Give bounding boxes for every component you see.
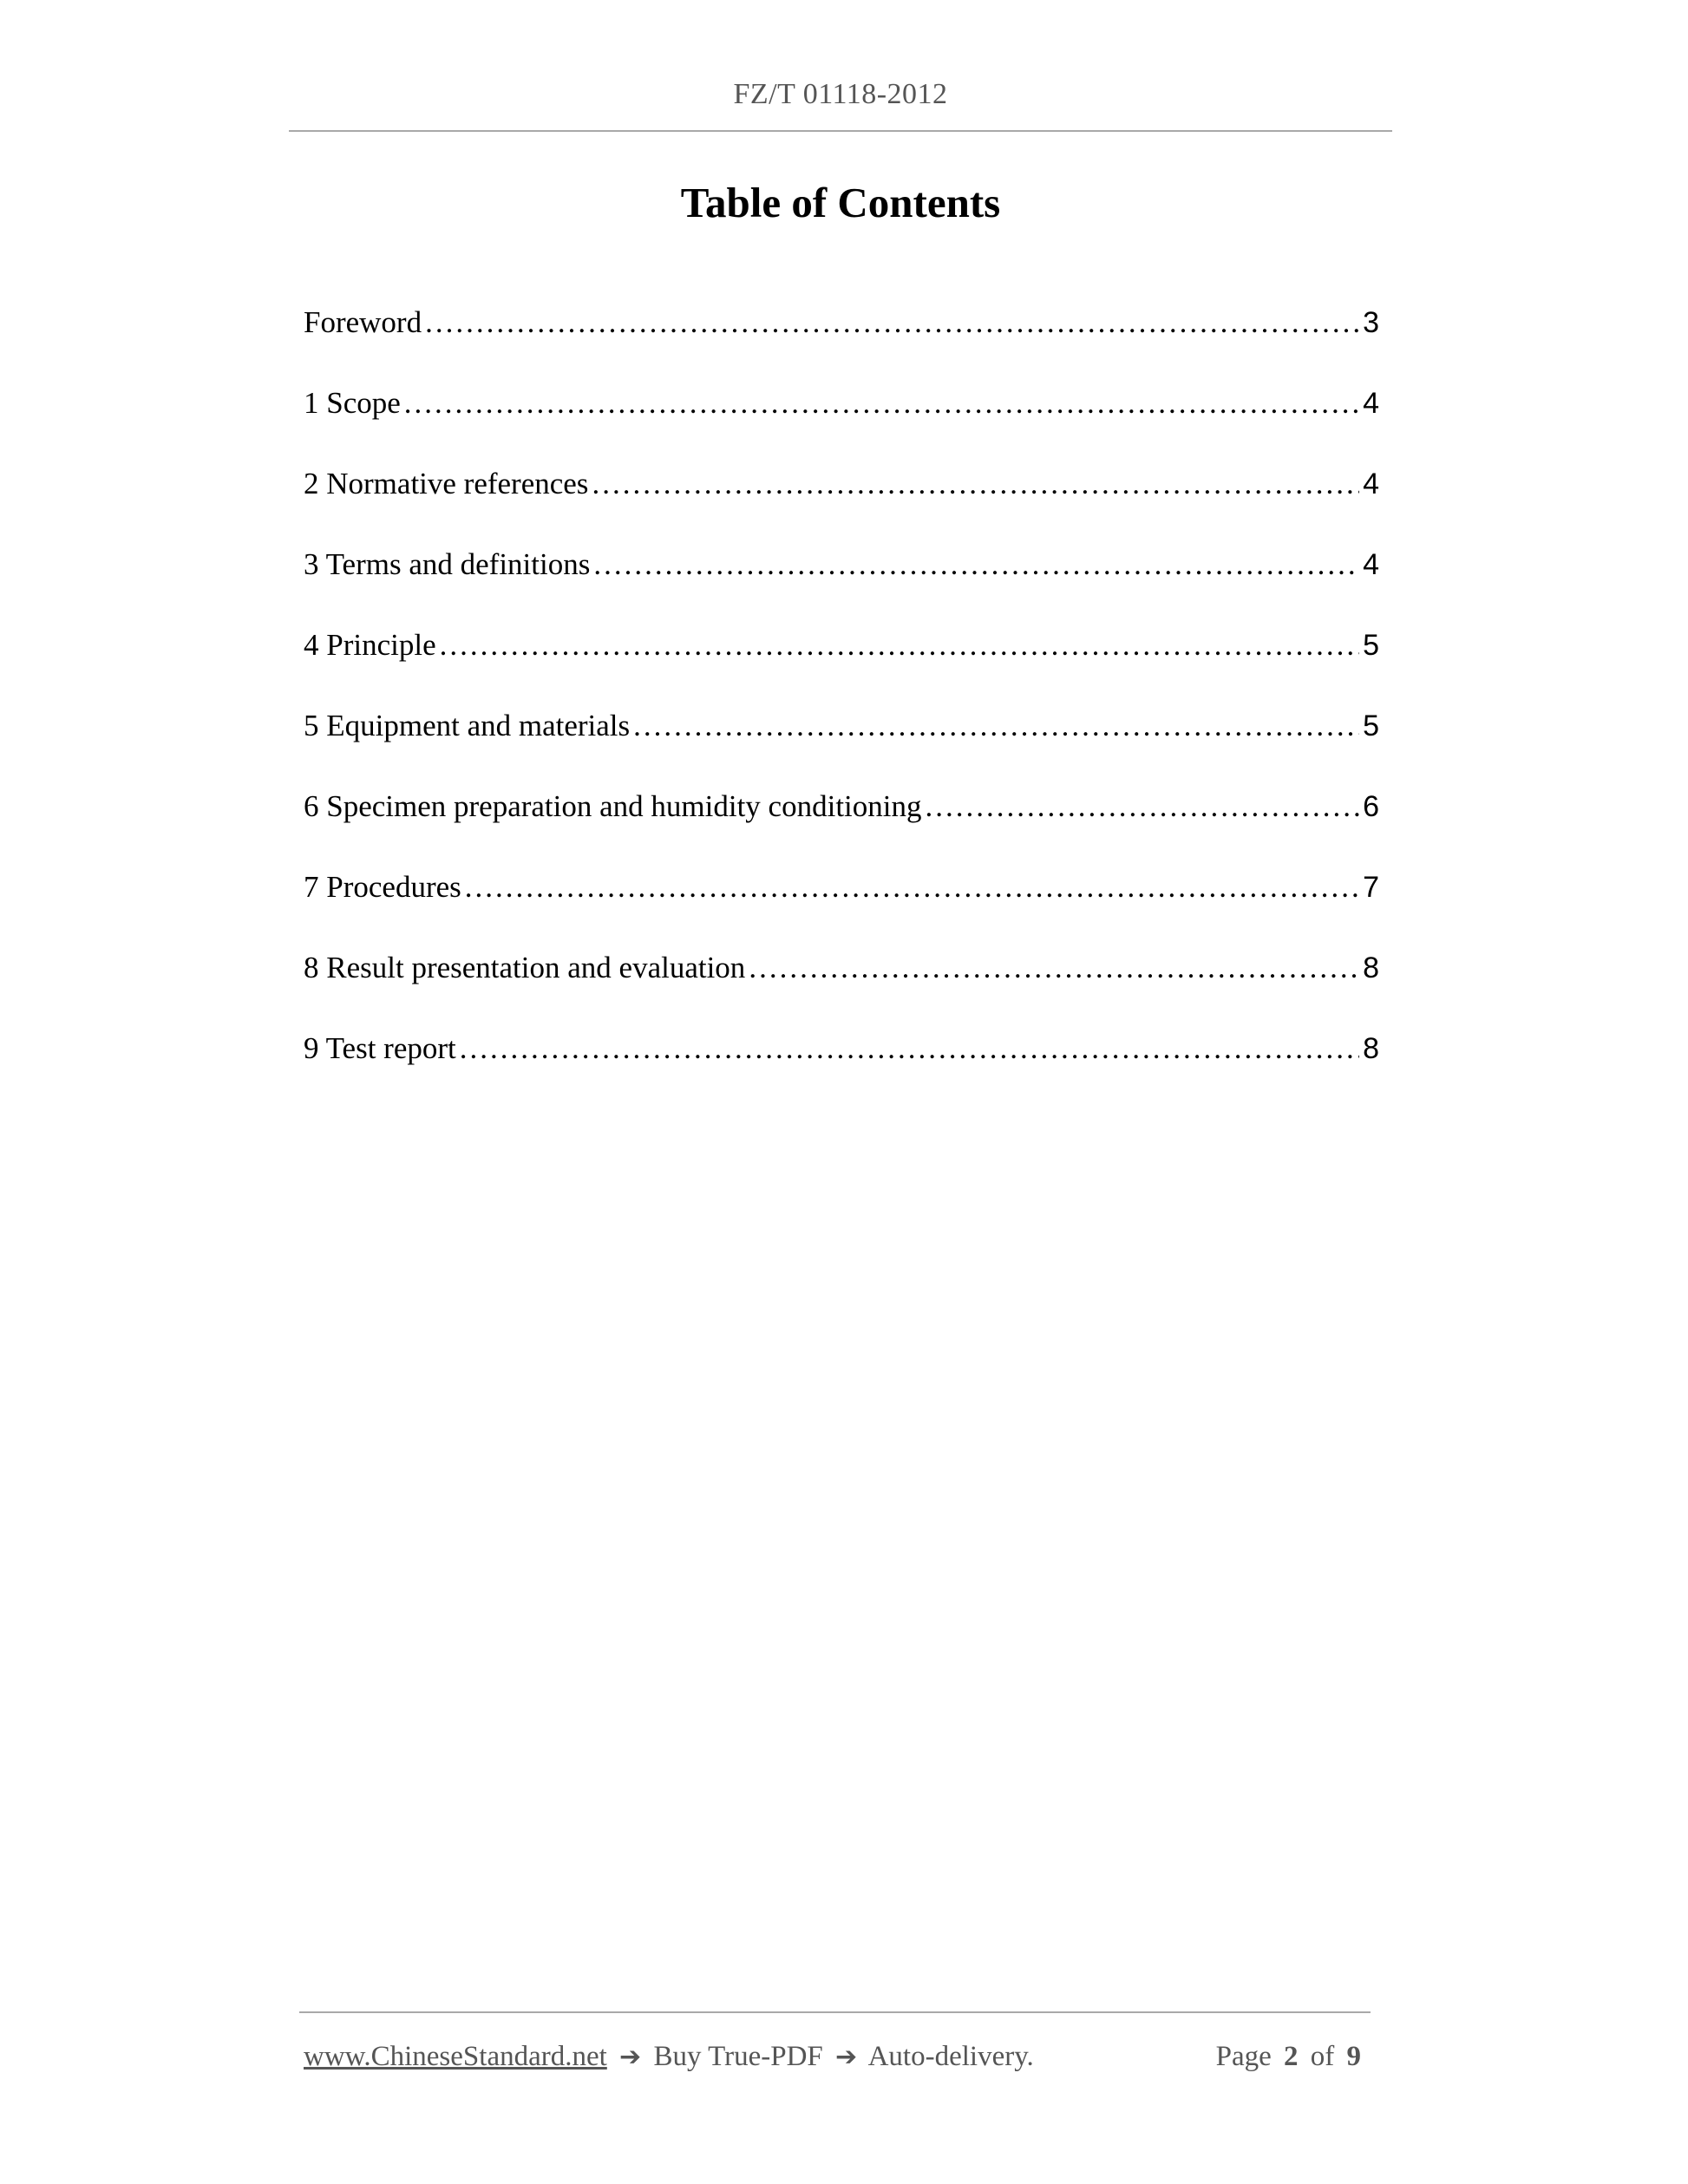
toc-list [304,305,1379,1112]
toc-entry-page: 8 [1363,1032,1379,1065]
page-header [289,71,1392,132]
toc-entry-page: 4 [1363,548,1379,581]
toc-entry-foreword[interactable] [304,305,1379,386]
delivery-step-text: Auto-delivery. [867,2041,1034,2072]
total-pages-number: 9 [1346,2041,1361,2072]
buy-step-text: Buy True-PDF [653,2041,823,2072]
toc-dot-leader [749,951,1359,985]
arrow-right-icon: ➔ [835,2042,858,2072]
toc-entry-page: 6 [1363,790,1379,823]
toc-title: Table of Contents [680,179,1001,226]
document-code: FZ/T 01118-2012 [733,78,948,110]
toc-dot-leader [404,386,1359,421]
toc-dot-leader [592,467,1359,501]
toc-entry-equipment-and-materials[interactable] [304,709,1379,789]
toc-entry-page: 4 [1363,387,1379,420]
toc-entry-specimen-preparation[interactable] [304,789,1379,870]
toc-dot-leader [633,709,1359,743]
toc-entry-terms-and-definitions[interactable] [304,547,1379,628]
toc-dot-leader [593,547,1359,582]
toc-entry-page: 5 [1363,709,1379,742]
toc-entry-label: 5 Equipment and materials [304,709,631,742]
page-indicator [1216,2041,1366,2073]
toc-entry-label: 1 Scope [304,386,401,420]
toc-entry-label: 8 Result presentation and evaluation [304,951,746,984]
toc-entry-page: 7 [1363,871,1379,904]
toc-entry-normative-references[interactable] [304,467,1379,547]
toc-entry-page: 3 [1363,306,1379,339]
toc-entry-label: 3 Terms and definitions [304,547,591,581]
of-word: of [1310,2041,1335,2072]
toc-entry-page: 4 [1363,468,1379,500]
toc-dot-leader [460,1031,1359,1066]
toc-dot-leader [465,870,1359,905]
page-footer [299,2011,1371,2072]
page-word: Page [1215,2041,1272,2072]
toc-dot-leader [440,628,1359,663]
current-page-number: 2 [1284,2041,1299,2072]
toc-entry-label: 6 Specimen preparation and humidity conditioning [304,789,922,823]
toc-entry-page: 8 [1363,951,1379,984]
toc-entry-page: 5 [1363,629,1379,662]
arrow-right-icon: ➔ [619,2042,642,2072]
toc-dot-leader [425,305,1359,340]
site-link[interactable]: www.ChineseStandard.net [304,2041,607,2072]
toc-entry-label: 4 Principle [304,628,436,662]
toc-entry-test-report[interactable] [304,1031,1379,1112]
toc-entry-scope[interactable] [304,386,1379,467]
toc-entry-label: Foreword [304,305,422,339]
toc-entry-principle[interactable] [304,628,1379,709]
toc-dot-leader [926,789,1360,824]
toc-entry-result-presentation[interactable] [304,951,1379,1031]
toc-entry-label: 7 Procedures [304,870,461,904]
footer-purchase-info [304,2041,1034,2073]
toc-entry-procedures[interactable] [304,870,1379,951]
toc-entry-label: 2 Normative references [304,467,589,500]
toc-entry-label: 9 Test report [304,1031,456,1065]
